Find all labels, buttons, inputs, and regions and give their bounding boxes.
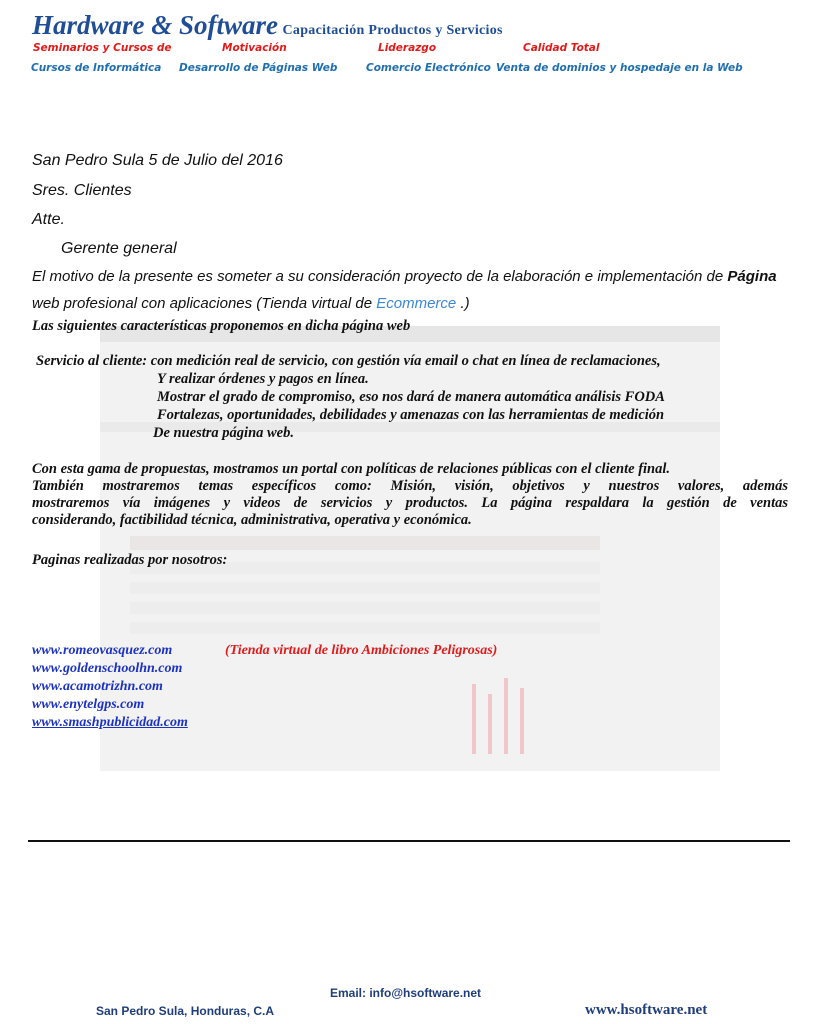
- paragraph-line: También mostraremos temas específicos como: Misión, visión, objetivos y nuestros valores, además: [32, 478, 788, 494]
- pages-title: Paginas realizadas por nosotros:: [32, 552, 228, 568]
- watermark-bar: [472, 684, 476, 754]
- watermark-row: [130, 622, 600, 634]
- salutation: Sres. Clientes: [32, 182, 132, 199]
- brand-tagline: Capacitación Productos y Servicios: [282, 23, 503, 38]
- service-liderazgo: Liderazgo: [378, 42, 437, 54]
- brand-name: Hardware & Software: [32, 10, 279, 40]
- intro-line-1: [32, 268, 777, 285]
- watermark-row: [130, 602, 600, 614]
- date-line: San Pedro Sula 5 de Julio del 2016: [32, 152, 283, 169]
- site-link-enytelgps[interactable]: www.enytelgps.com: [32, 697, 145, 712]
- feature-line: De nuestra página web.: [153, 425, 294, 441]
- watermark-bar: [504, 678, 508, 754]
- watermark-row: [130, 536, 600, 550]
- intro-line-2: [32, 295, 470, 312]
- intro-pagina: Página: [727, 268, 777, 285]
- features-title: Las siguientes características proponemos en dicha página web: [32, 318, 411, 334]
- site-link-smashpublicidad[interactable]: www.smashpublicidad.com: [32, 715, 188, 730]
- site-link-goldenschoolhn[interactable]: www.goldenschoolhn.com: [32, 661, 183, 676]
- service-dominios: Venta de dominios y hospedaje en la Web: [496, 62, 743, 74]
- site-link-romeovasquez[interactable]: www.romeovasquez.com: [32, 643, 173, 658]
- paragraph-line: considerando, factibilidad técnica, administrativa, operativa y económica.: [32, 512, 472, 528]
- proposal-paragraph: [32, 461, 788, 529]
- feature-line: Fortalezas, oportunidades, debilidades y amenazas con las herramientas de medición: [157, 407, 665, 423]
- footer-city: San Pedro Sula, Honduras, C.A: [96, 1004, 275, 1018]
- service-motivacion: Motivación: [222, 42, 287, 54]
- footer-divider: [28, 840, 790, 842]
- intro-ecommerce: Ecommerce: [376, 295, 457, 312]
- watermark-bar: [520, 688, 524, 754]
- service-seminarios: Seminarios y Cursos de: [33, 42, 172, 54]
- intro-text: El motivo de la presente es someter a su consideración proyecto de la elaboración e implementación de: [32, 268, 724, 285]
- feature-line: Mostrar el grado de compromiso, eso nos dará de manera automática análisis FODA: [157, 389, 665, 405]
- site-note: (Tienda virtual de libro Ambiciones Peligrosas): [225, 643, 498, 658]
- feature-line: Servicio al cliente: con medición real de servicio, con gestión vía email o chat en línea de reclamaciones,: [36, 353, 661, 369]
- watermark-bar: [488, 694, 492, 754]
- service-calidad: Calidad Total: [523, 42, 600, 54]
- recipient: Gerente general: [61, 240, 177, 257]
- site-link-acamotrizhn[interactable]: www.acamotrizhn.com: [32, 679, 163, 694]
- feature-line: Y realizar órdenes y pagos en línea.: [157, 371, 369, 387]
- footer-website[interactable]: www.hsoftware.net: [585, 1002, 708, 1018]
- service-informatica: Cursos de Informática: [31, 62, 162, 74]
- paragraph-line: Con esta gama de propuestas, mostramos un portal con políticas de relaciones públicas con el cliente final.: [32, 461, 671, 477]
- letterhead-brand: [32, 10, 503, 41]
- footer-email: Email: info@hsoftware.net: [330, 986, 482, 1000]
- watermark-row: [130, 582, 600, 594]
- atte: Atte.: [32, 211, 65, 228]
- service-comercio: Comercio Electrónico: [366, 62, 491, 74]
- intro-text-2: web profesional con aplicaciones (Tienda virtual de: [32, 295, 373, 312]
- paragraph-line: mostraremos vía imágenes y videos de servicios y productos. La página respaldara la gestión de ventas: [32, 495, 788, 511]
- intro-close: .): [460, 295, 470, 312]
- service-paginas-web: Desarrollo de Páginas Web: [179, 62, 338, 74]
